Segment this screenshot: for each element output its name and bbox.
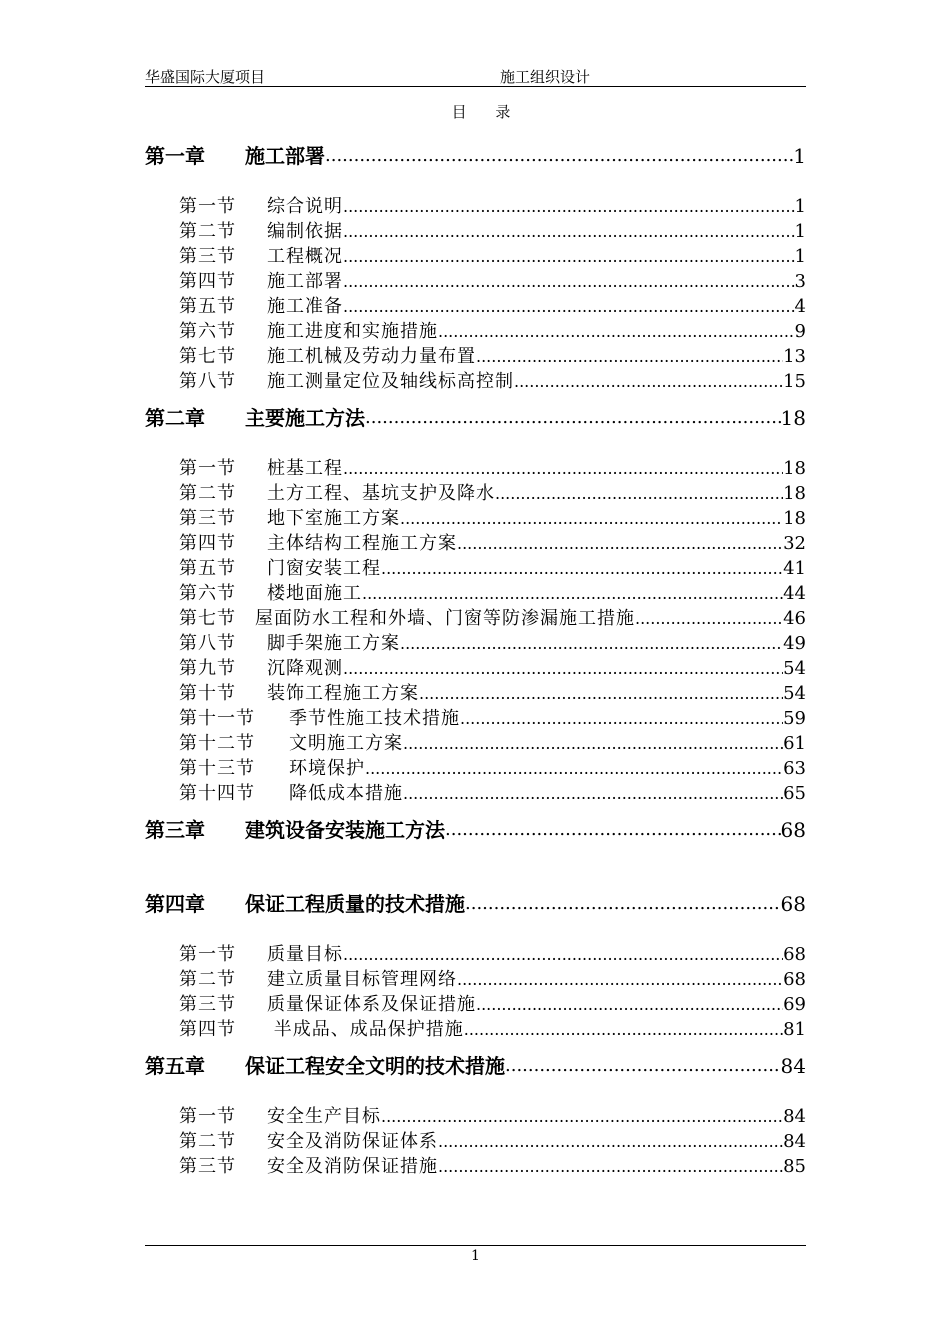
toc-leader-dots: [400, 631, 783, 656]
toc-section-entry[interactable]: [145, 194, 806, 219]
toc-entry-title: 装饰工程施工方案: [267, 683, 419, 704]
toc-entry-page: 1: [794, 246, 806, 267]
toc-entry-title: 降低成本措施: [289, 783, 403, 804]
toc-entry-label: [179, 244, 343, 269]
toc-entry-number: 第四节: [179, 533, 236, 554]
toc-entry-title: 建立质量目标管理网络: [267, 969, 457, 990]
toc-entry-title: 施工部署: [267, 271, 343, 292]
toc-entry-number: 第十二节: [179, 733, 255, 754]
toc-leader-dots: [343, 269, 795, 294]
toc-entry-title: 桩基工程: [267, 458, 343, 479]
toc-section-entry[interactable]: [145, 967, 806, 992]
toc-leader-dots: [381, 1104, 783, 1129]
toc-leader-dots: [343, 656, 783, 681]
toc-entry-title: 工程概况: [267, 246, 343, 267]
toc-entry-label: [179, 369, 514, 394]
toc-section-entry[interactable]: [145, 656, 806, 681]
toc-leader-dots: [400, 506, 783, 531]
toc-entry-page: 68: [783, 969, 806, 990]
toc-title: 目 录: [451, 103, 523, 121]
toc-entry-title: 保证工程安全文明的技术措施: [245, 1054, 505, 1078]
toc-entry-title: 施工测量定位及轴线标高控制: [267, 371, 514, 392]
toc-entry-label: [179, 706, 460, 731]
toc-entry-label: [179, 219, 343, 244]
toc-entry-label: [179, 506, 400, 531]
toc-entry-number: 第五节: [179, 558, 236, 579]
toc-entry-page: 18: [783, 458, 806, 479]
toc-entry-label: [179, 992, 476, 1017]
toc-leader-dots: [325, 140, 793, 172]
toc-leader-dots: [476, 992, 783, 1017]
toc-entry-number: 第二节: [179, 969, 236, 990]
toc-leader-dots: [438, 319, 795, 344]
toc-entry-title: 主要施工方法: [245, 406, 365, 430]
toc-leader-dots: [343, 219, 795, 244]
toc-section-entry[interactable]: [145, 681, 806, 706]
toc-entry-page: 59: [783, 708, 806, 729]
toc-section-entry[interactable]: [145, 942, 806, 967]
toc-entry-title: 地下室施工方案: [267, 508, 400, 529]
toc-entry-number: 第七节: [179, 608, 236, 629]
toc-entry-number: 第十四节: [179, 783, 255, 804]
toc-entry-page: 84: [783, 1106, 806, 1127]
toc-entry-title: 保证工程质量的技术措施: [245, 892, 465, 916]
toc-entry-label: [179, 631, 400, 656]
toc-section-entry[interactable]: [145, 581, 806, 606]
toc-entry-page: 4: [794, 296, 806, 317]
toc-entry-label: [145, 402, 365, 434]
toc-entry-label: [145, 888, 465, 920]
toc-section-entry[interactable]: [145, 1104, 806, 1129]
toc-entry-label: [179, 1104, 381, 1129]
toc-entry-label: [145, 1050, 505, 1082]
toc-chapter-entry[interactable]: [145, 888, 806, 920]
toc-entry-title: 环境保护: [289, 758, 365, 779]
toc-entry-page: 32: [783, 533, 806, 554]
toc-entry-label: [179, 781, 403, 806]
toc-entry-page: 65: [783, 783, 806, 804]
toc-entry-page: 3: [794, 271, 806, 292]
toc-gap: [145, 868, 806, 888]
toc-entry-number: 第三节: [179, 1156, 236, 1177]
toc-entry-label: [179, 194, 343, 219]
toc-entry-number: 第一章: [145, 144, 205, 168]
toc-entry-title: 编制依据: [267, 221, 343, 242]
toc-entry-number: 第三节: [179, 994, 236, 1015]
toc-entry-number: 第六节: [179, 583, 236, 604]
toc-entry-label: [179, 1154, 438, 1179]
toc-entry-page: 15: [783, 371, 806, 392]
toc-leader-dots: [365, 402, 781, 434]
toc-entry-page: 18: [783, 483, 806, 504]
toc-entry-number: 第十一节: [179, 708, 255, 729]
toc-chapter-entry[interactable]: [145, 1050, 806, 1082]
toc-entry-page: 18: [783, 508, 806, 529]
toc-entry-page: 44: [783, 583, 806, 604]
toc-entry-page: 9: [794, 321, 806, 342]
toc-section-entry[interactable]: [145, 781, 806, 806]
toc-section-entry[interactable]: [145, 992, 806, 1017]
toc-section-entry[interactable]: [145, 1154, 806, 1179]
toc-entry-title: 施工准备: [267, 296, 343, 317]
toc-entry-label: [179, 656, 343, 681]
toc-section-entry[interactable]: [145, 631, 806, 656]
toc-entry-number: 第四节: [179, 1019, 236, 1040]
toc-section-entry[interactable]: [145, 269, 806, 294]
toc-leader-dots: [365, 756, 783, 781]
toc-section-entry[interactable]: [145, 219, 806, 244]
toc-entry-number: 第八节: [179, 371, 236, 392]
toc-section-entry[interactable]: [145, 606, 806, 631]
toc-entry-title: 安全及消防保证体系: [267, 1131, 438, 1152]
page-footer: [145, 1245, 806, 1264]
toc-entry-number: 第八节: [179, 633, 236, 654]
toc-leader-dots: [403, 731, 783, 756]
toc-leader-dots: [343, 294, 795, 319]
toc-entry-title: 施工部署: [245, 144, 325, 168]
toc-entry-title: 文明施工方案: [289, 733, 403, 754]
toc-leader-dots: [438, 1129, 783, 1154]
toc-entry-label: [179, 756, 365, 781]
toc-leader-dots: [343, 456, 783, 481]
toc-entry-number: 第二节: [179, 483, 236, 504]
toc-leader-dots: [505, 1050, 781, 1082]
toc-leader-dots: [381, 556, 783, 581]
toc-entry-number: 第七节: [179, 346, 236, 367]
toc-entry-number: 第五节: [179, 296, 236, 317]
toc-chapter-entry[interactable]: [145, 140, 806, 172]
toc-entry-number: 第九节: [179, 658, 236, 679]
toc-section-entry[interactable]: [145, 731, 806, 756]
toc-entry-title: 屋面防水工程和外墙、门窗等防渗漏施工措施: [255, 608, 635, 629]
toc-entry-label: [179, 556, 381, 581]
header-project-name: 华盛国际大厦项目: [145, 68, 266, 86]
toc-entry-page: 61: [783, 733, 806, 754]
toc-entry-label: [179, 967, 457, 992]
toc-entry-title: 季节性施工技术措施: [289, 708, 460, 729]
toc-leader-dots: [465, 888, 781, 920]
toc-section-entry[interactable]: [145, 556, 806, 581]
toc-entry-number: 第一节: [179, 1106, 236, 1127]
toc-leader-dots: [343, 244, 795, 269]
toc-leader-dots: [403, 781, 783, 806]
toc-entry-label: [179, 581, 362, 606]
toc-entry-number: 第三节: [179, 246, 236, 267]
toc-entry-number: 第一节: [179, 458, 236, 479]
toc-entry-number: 第一节: [179, 196, 236, 217]
toc-entry-label: [179, 269, 343, 294]
toc-entry-title: 建筑设备安装施工方法: [245, 818, 445, 842]
toc-leader-dots: [464, 1017, 783, 1042]
toc-section-entry[interactable]: [145, 506, 806, 531]
toc-entry-title: 施工机械及劳动力量布置: [267, 346, 476, 367]
toc-entry-label: [179, 456, 343, 481]
toc-section-entry[interactable]: [145, 706, 806, 731]
toc-entry-title: 土方工程、基坑支护及降水: [267, 483, 495, 504]
toc-section-entry[interactable]: [145, 244, 806, 269]
toc-entry-number: 第六节: [179, 321, 236, 342]
toc-entry-page: 69: [783, 994, 806, 1015]
toc-entry-page: 81: [783, 1019, 806, 1040]
toc-leader-dots: [476, 344, 783, 369]
toc-entry-page: 85: [783, 1156, 806, 1177]
toc-entry-title: 安全及消防保证措施: [267, 1156, 438, 1177]
toc-entry-label: [179, 319, 438, 344]
table-of-contents: [145, 140, 806, 1179]
toc-entry-page: 68: [780, 818, 806, 842]
toc-section-entry[interactable]: [145, 756, 806, 781]
toc-entry-label: [145, 140, 325, 172]
toc-leader-dots: [362, 581, 783, 606]
toc-leader-dots: [343, 942, 783, 967]
toc-entry-number: 第五章: [145, 1054, 205, 1078]
toc-entry-title: 楼地面施工: [267, 583, 362, 604]
header-document-title: 施工组织设计: [500, 68, 591, 86]
toc-chapter-entry[interactable]: [145, 402, 806, 434]
toc-section-entry[interactable]: [145, 1129, 806, 1154]
toc-entry-label: [179, 294, 343, 319]
toc-entry-page: 1: [794, 221, 806, 242]
toc-entry-title: 质量保证体系及保证措施: [267, 994, 476, 1015]
toc-leader-dots: [457, 967, 783, 992]
toc-entry-number: 第一节: [179, 944, 236, 965]
toc-leader-dots: [460, 706, 783, 731]
toc-entry-title: 脚手架施工方案: [267, 633, 400, 654]
toc-entry-title: 综合说明: [267, 196, 343, 217]
toc-entry-label: [179, 681, 419, 706]
toc-leader-dots: [457, 531, 783, 556]
toc-entry-label: [145, 814, 445, 846]
toc-section-entry[interactable]: [145, 369, 806, 394]
toc-entry-page: 13: [783, 346, 806, 367]
toc-entry-number: 第四章: [145, 892, 205, 916]
toc-entry-page: 1: [793, 144, 806, 168]
toc-section-entry[interactable]: [145, 531, 806, 556]
toc-section-entry[interactable]: [145, 481, 806, 506]
toc-entry-page: 84: [780, 1054, 806, 1078]
toc-entry-title: 半成品、成品保护措施: [267, 1019, 464, 1040]
toc-entry-page: 84: [783, 1131, 806, 1152]
toc-chapter-entry[interactable]: [145, 814, 806, 846]
toc-section-entry[interactable]: [145, 344, 806, 369]
toc-entry-label: [179, 731, 403, 756]
toc-entry-label: [179, 344, 476, 369]
toc-entry-number: 第三章: [145, 818, 205, 842]
toc-section-entry[interactable]: [145, 319, 806, 344]
toc-leader-dots: [343, 194, 795, 219]
toc-entry-number: 第二章: [145, 406, 205, 430]
toc-leader-dots: [514, 369, 783, 394]
toc-entry-page: 1: [794, 196, 806, 217]
toc-entry-label: [179, 531, 457, 556]
page-header: [145, 66, 806, 87]
toc-entry-title: 施工进度和实施措施: [267, 321, 438, 342]
toc-entry-page: 54: [783, 658, 806, 679]
toc-entry-label: [179, 606, 635, 631]
toc-entry-number: 第十节: [179, 683, 236, 704]
toc-entry-label: [179, 942, 343, 967]
toc-entry-label: [179, 1017, 464, 1042]
page-number: 1: [471, 1248, 480, 1264]
toc-entry-page: 68: [783, 944, 806, 965]
toc-entry-title: 安全生产目标: [267, 1106, 381, 1127]
toc-section-entry[interactable]: [145, 456, 806, 481]
toc-entry-page: 49: [783, 633, 806, 654]
toc-entry-page: 68: [780, 892, 806, 916]
toc-entry-number: 第二节: [179, 1131, 236, 1152]
toc-leader-dots: [445, 814, 781, 846]
toc-leader-dots: [495, 481, 783, 506]
toc-entry-number: 第十三节: [179, 758, 255, 779]
toc-entry-title: 沉降观测: [267, 658, 343, 679]
toc-entry-page: 54: [783, 683, 806, 704]
toc-entry-title: 主体结构工程施工方案: [267, 533, 457, 554]
toc-entry-page: 63: [783, 758, 806, 779]
toc-entry-title: 质量目标: [267, 944, 343, 965]
toc-entry-label: [179, 481, 495, 506]
toc-section-entry[interactable]: [145, 1017, 806, 1042]
toc-entry-number: 第二节: [179, 221, 236, 242]
toc-entry-title: 门窗安装工程: [267, 558, 381, 579]
toc-leader-dots: [419, 681, 783, 706]
toc-entry-page: 41: [783, 558, 806, 579]
toc-entry-number: 第四节: [179, 271, 236, 292]
toc-entry-page: 18: [780, 406, 806, 430]
toc-leader-dots: [635, 606, 783, 631]
toc-leader-dots: [438, 1154, 783, 1179]
toc-entry-number: 第三节: [179, 508, 236, 529]
toc-entry-page: 46: [783, 608, 806, 629]
toc-entry-label: [179, 1129, 438, 1154]
toc-section-entry[interactable]: [145, 294, 806, 319]
